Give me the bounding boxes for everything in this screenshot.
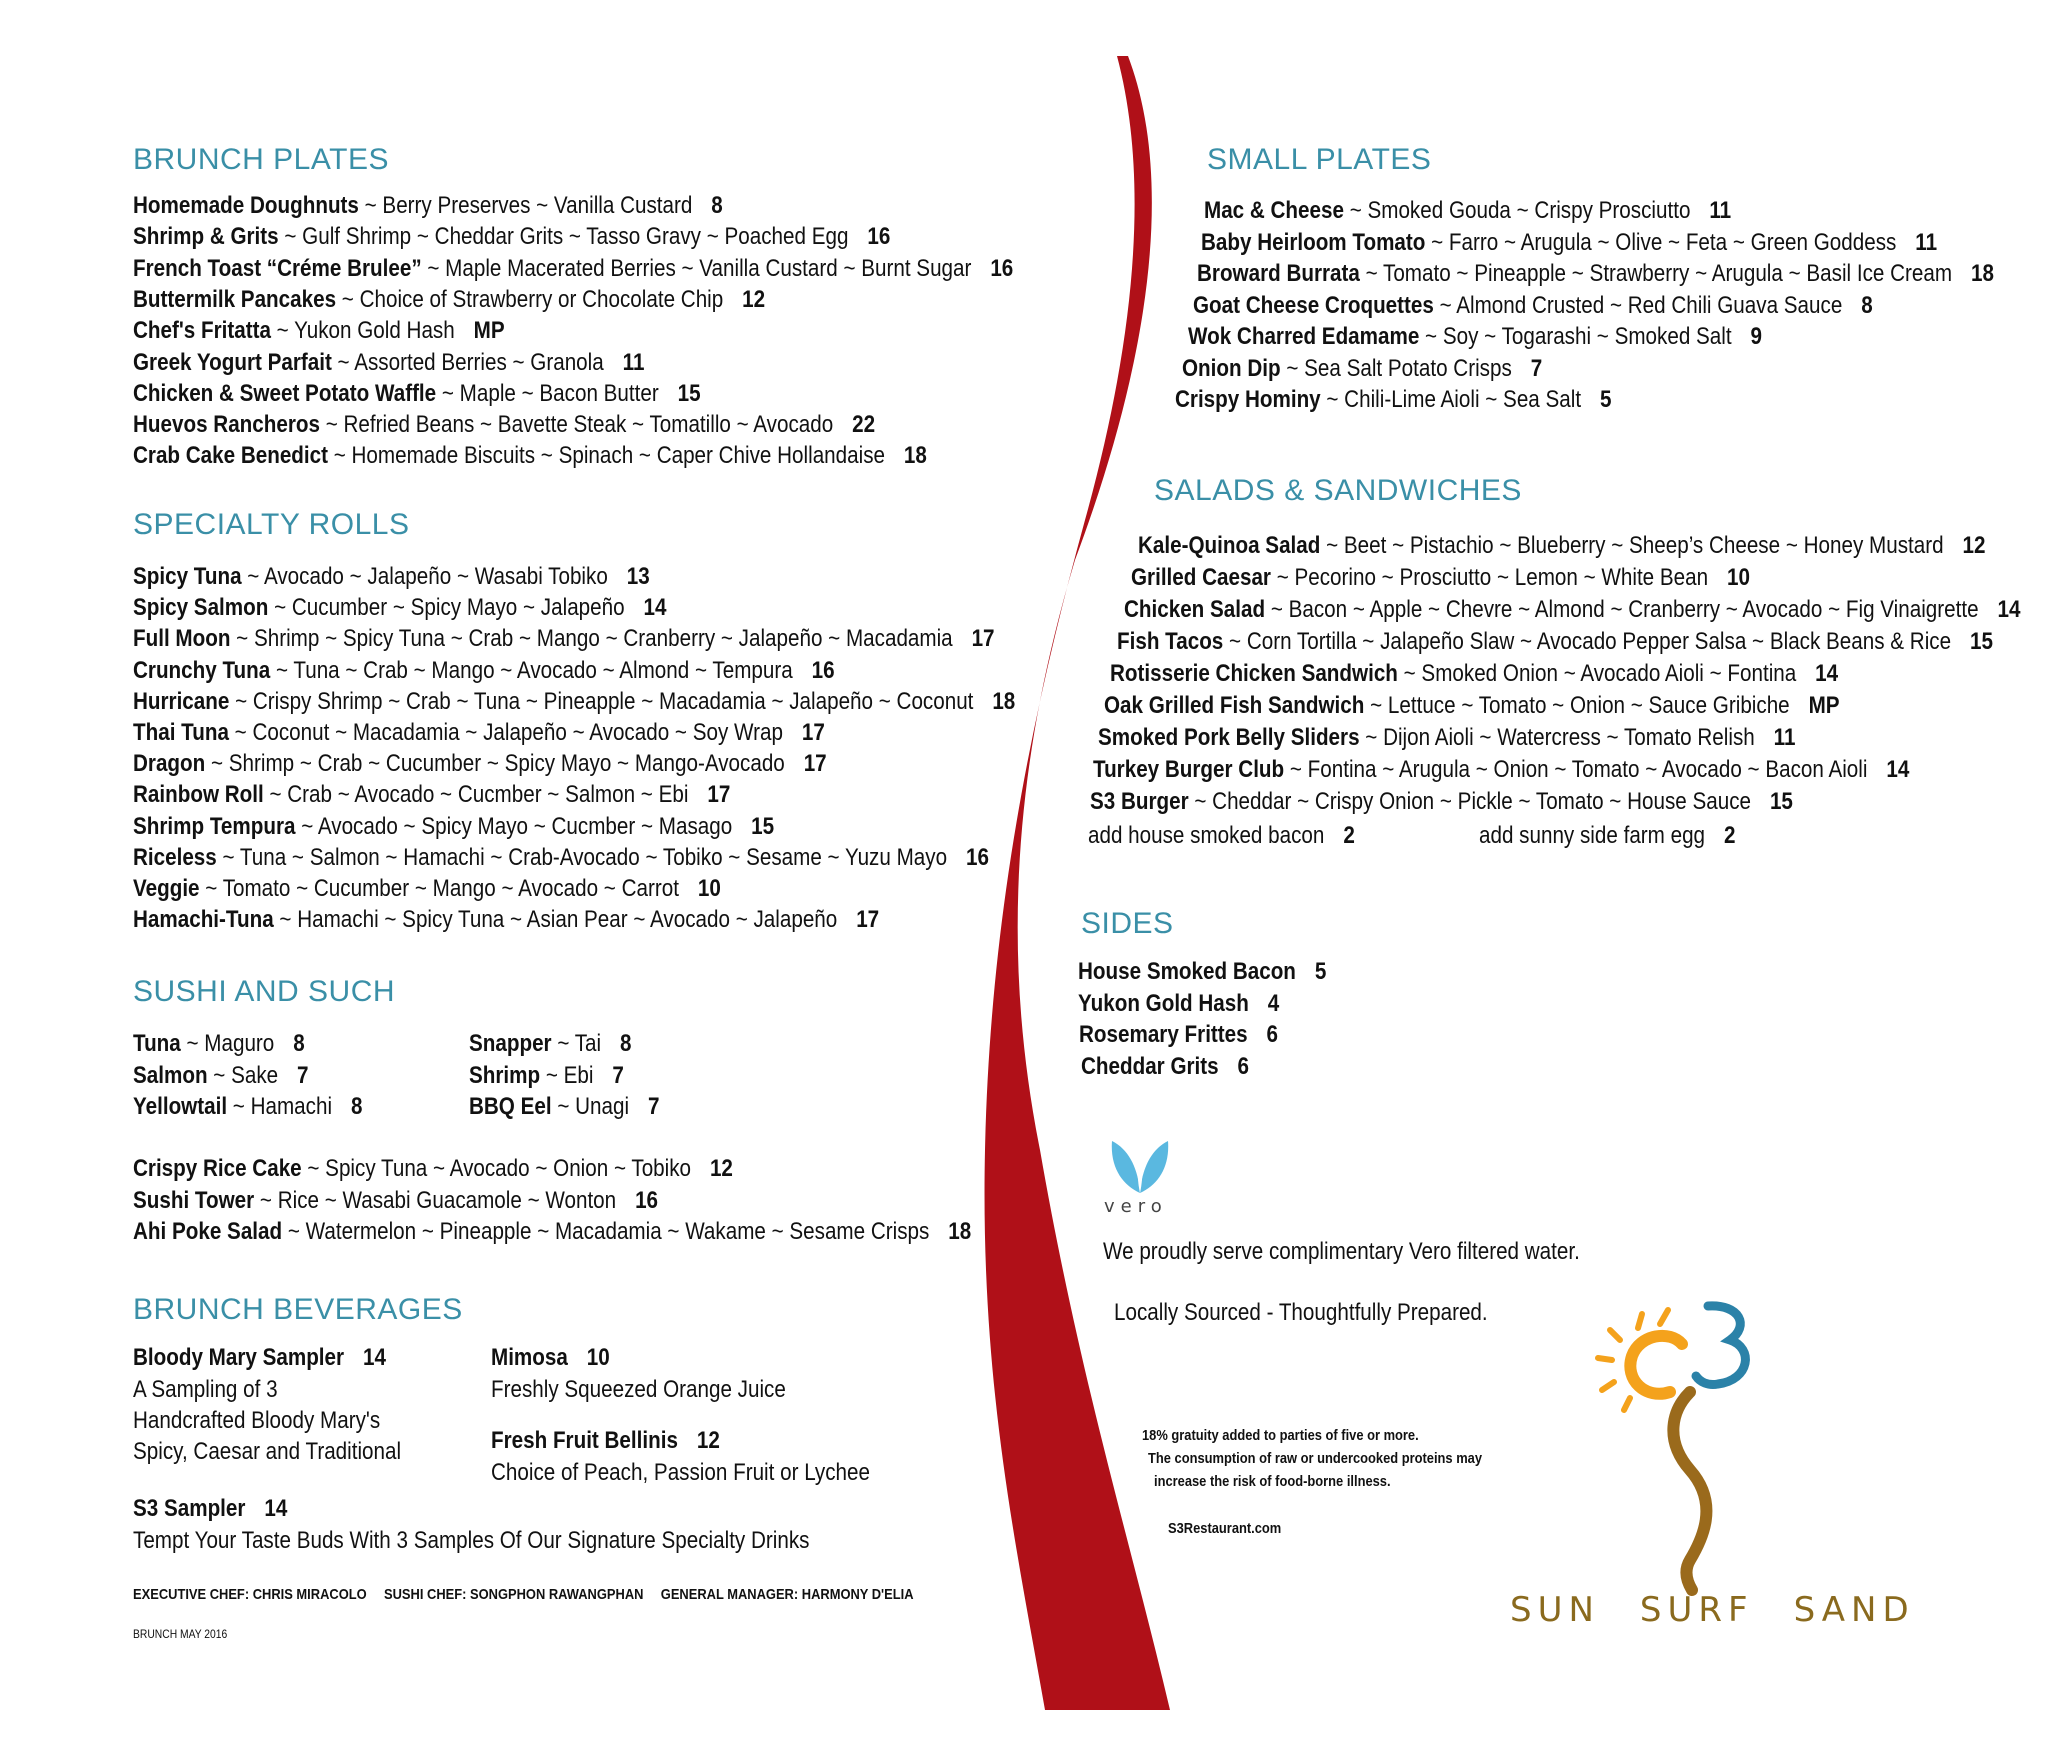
menu-item-desc: ~ Choice of Strawberry or Chocolate Chip bbox=[336, 285, 724, 313]
menu-item-desc: ~ Cucumber ~ Spicy Mayo ~ Jalapeño bbox=[268, 594, 625, 622]
menu-item-price: 4 bbox=[1267, 989, 1280, 1017]
menu-item bbox=[469, 1062, 624, 1090]
staff-credits bbox=[133, 1586, 914, 1603]
menu-item-desc: ~ Maple Macerated Berries ~ Vanilla Custard ~ Burnt Sugar bbox=[421, 254, 972, 282]
bloody-mary-title: Bloody Mary Sampler 14 bbox=[133, 1344, 386, 1371]
menu-item bbox=[1201, 229, 1937, 257]
menu-item-desc: ~ Pecorino ~ Prosciutto ~ Lemon ~ White Bean bbox=[1270, 564, 1709, 591]
menu-item-price: 18 bbox=[992, 687, 1016, 715]
menu-edition: BRUNCH MAY 2016 bbox=[133, 1627, 228, 1641]
menu-item-name: Homemade Doughnuts bbox=[133, 192, 359, 219]
menu-item-desc: ~ Smoked Onion ~ Avocado Aioli ~ Fontina bbox=[1397, 660, 1797, 687]
vero-statement: We proudly serve complimentary Vero filtered water. bbox=[1103, 1238, 1580, 1265]
menu-item-desc: ~ Refried Beans ~ Bavette Steak ~ Tomatillo ~ Avocado bbox=[319, 411, 834, 439]
menu-item-name: Oak Grilled Fish Sandwich bbox=[1104, 692, 1365, 719]
menu-item-name: Yukon Gold Hash bbox=[1078, 989, 1249, 1017]
menu-item-name: Full Moon bbox=[133, 625, 231, 653]
menu-item-name: Tuna bbox=[133, 1030, 181, 1057]
menu-item-name: Greek Yogurt Parfait bbox=[133, 348, 332, 376]
menu-item-price: 6 bbox=[1237, 1052, 1250, 1080]
menu-item-price: 15 bbox=[677, 379, 701, 407]
menu-item-name: Grilled Caesar bbox=[1131, 564, 1271, 591]
menu-item-name: Salmon bbox=[133, 1061, 208, 1089]
menu-item bbox=[133, 317, 505, 345]
menu-item-price: 11 bbox=[1709, 197, 1732, 224]
menu-item bbox=[133, 875, 721, 903]
menu-item-name: Broward Burrata bbox=[1197, 260, 1360, 287]
menu-item-desc: ~ Dijon Aioli ~ Watercress ~ Tomato Relish bbox=[1359, 724, 1755, 751]
menu-item-name: Crispy Hominy bbox=[1175, 386, 1321, 413]
menu-item-name: Veggie bbox=[133, 875, 200, 902]
sun-surf-sand-logo-icon bbox=[1590, 1300, 1770, 1600]
menu-item-desc: ~ Cheddar ~ Crispy Onion ~ Pickle ~ Tomato ~ House Sauce bbox=[1188, 788, 1752, 815]
menu-item-desc: ~ Rice ~ Wasabi Guacamole ~ Wonton bbox=[254, 1186, 617, 1214]
menu-item-desc: ~ Tuna ~ Crab ~ Mango ~ Avocado ~ Almond ~ Tempura bbox=[270, 656, 793, 684]
raw-food-warning-2: increase the risk of food-borne illness. bbox=[1154, 1473, 1391, 1490]
menu-item-price: 17 bbox=[707, 781, 731, 809]
menu-item bbox=[133, 844, 989, 872]
menu-item-desc: ~ Maguro bbox=[180, 1030, 275, 1057]
raw-food-warning-1: The consumption of raw or undercooked proteins may bbox=[1148, 1450, 1483, 1467]
s3-sampler-title: S3 Sampler 14 bbox=[133, 1495, 288, 1522]
general-manager: GENERAL MANAGER: HARMONY D'ELIA bbox=[660, 1586, 914, 1603]
brunch-plates-heading: BRUNCH PLATES bbox=[133, 143, 389, 176]
menu-item-desc: ~ Assorted Berries ~ Granola bbox=[331, 348, 604, 376]
menu-item bbox=[133, 192, 723, 220]
menu-item-name: Sushi Tower bbox=[133, 1186, 255, 1214]
menu-item-name: Shrimp Tempura bbox=[133, 812, 296, 840]
menu-item-name: Riceless bbox=[133, 843, 217, 871]
menu-item-price: 14 bbox=[643, 594, 667, 622]
menu-item-desc: ~ Coconut ~ Macadamia ~ Jalapeño ~ Avocado ~ Soy Wrap bbox=[228, 719, 783, 746]
vero-leaf-icon bbox=[1100, 1135, 1180, 1195]
brand-word-surf: SURF bbox=[1639, 1590, 1754, 1630]
menu-item-price: 15 bbox=[1970, 628, 1993, 655]
menu-item bbox=[133, 657, 835, 685]
brand-word-sun: SUN bbox=[1510, 1590, 1600, 1630]
menu-item-name: Hamachi-Tuna bbox=[133, 906, 274, 934]
menu-item-name: Chicken Salad bbox=[1124, 596, 1266, 623]
menu-item-price: MP bbox=[1808, 692, 1840, 719]
vero-logo-text: vero bbox=[1104, 1196, 1168, 1217]
menu-item-desc: ~ Hamachi ~ Spicy Tuna ~ Asian Pear ~ Avocado ~ Jalapeño bbox=[273, 906, 838, 934]
menu-item-price: 7 bbox=[612, 1061, 624, 1089]
menu-item-price: 8 bbox=[711, 192, 723, 219]
menu-item bbox=[133, 563, 650, 591]
menu-item-price: 9 bbox=[1750, 323, 1763, 350]
menu-item-desc: ~ Gulf Shrimp ~ Cheddar Grits ~ Tasso Gravy ~ Poached Egg bbox=[278, 223, 849, 251]
menu-item-desc: ~ Avocado ~ Jalapeño ~ Wasabi Tobiko bbox=[241, 563, 608, 590]
menu-item bbox=[133, 1093, 362, 1121]
menu-item-price: 17 bbox=[856, 906, 880, 934]
menu-item-desc: ~ Chili-Lime Aioli ~ Sea Salt bbox=[1320, 386, 1582, 413]
menu-item-price: 15 bbox=[1769, 788, 1793, 815]
menu-item bbox=[133, 223, 890, 251]
menu-item bbox=[133, 781, 730, 809]
menu-item-name: Kale-Quinoa Salad bbox=[1138, 532, 1321, 559]
menu-item bbox=[133, 286, 765, 314]
beverages-heading: BRUNCH BEVERAGES bbox=[133, 1293, 463, 1326]
sushi-heading: SUSHI AND SUCH bbox=[133, 975, 396, 1008]
menu-item bbox=[1081, 1053, 1249, 1081]
bloody-mary-line2: Handcrafted Bloody Mary's bbox=[133, 1407, 381, 1434]
menu-item-desc: ~ Crispy Shrimp ~ Crab ~ Tuna ~ Pineapple ~ Macadamia ~ Jalapeño ~ Coconut bbox=[229, 687, 974, 715]
menu-item bbox=[133, 442, 927, 470]
menu-item-desc: ~ Ebi bbox=[540, 1061, 594, 1089]
menu-item-price: 16 bbox=[635, 1186, 659, 1214]
menu-item-price: 8 bbox=[1861, 291, 1873, 319]
menu-item-desc: ~ Unagi bbox=[551, 1093, 630, 1120]
menu-item-name: Smoked Pork Belly Sliders bbox=[1098, 724, 1360, 751]
menu-item-desc: ~ Shrimp ~ Crab ~ Cucumber ~ Spicy Mayo ~ Mango-Avocado bbox=[205, 750, 785, 778]
menu-item-price: 14 bbox=[1997, 596, 2021, 623]
menu-item bbox=[1078, 990, 1279, 1018]
menu-item-desc: ~ Sake bbox=[207, 1061, 279, 1089]
menu-item bbox=[133, 1218, 971, 1246]
menu-item-name: Crab Cake Benedict bbox=[133, 442, 329, 470]
menu-item-price: 5 bbox=[1314, 958, 1327, 985]
menu-item bbox=[1093, 756, 1909, 784]
menu-item bbox=[133, 1187, 658, 1215]
menu-item bbox=[1117, 628, 1993, 656]
menu-item bbox=[1182, 355, 1542, 383]
menu-item-name: Shrimp & Grits bbox=[133, 223, 279, 251]
menu-item-name: Dragon bbox=[133, 750, 206, 778]
menu-item bbox=[1193, 292, 1873, 320]
menu-item bbox=[133, 625, 995, 653]
bellinis-title: Fresh Fruit Bellinis 12 bbox=[491, 1427, 720, 1454]
menu-item-price: 7 bbox=[647, 1093, 660, 1120]
menu-item-name: Spicy Salmon bbox=[133, 594, 269, 622]
addon-bacon: add house smoked bacon 2 bbox=[1088, 822, 1355, 849]
menu-item bbox=[133, 906, 879, 934]
menu-item-desc: ~ Yukon Gold Hash bbox=[270, 317, 455, 345]
menu-item-desc: ~ Hamachi bbox=[227, 1093, 333, 1120]
sushi-chef: SUSHI CHEF: SONGPHON RAWANGPHAN bbox=[383, 1586, 644, 1603]
menu-item bbox=[1204, 197, 1731, 225]
menu-item-name: Baby Heirloom Tomato bbox=[1201, 228, 1426, 256]
menu-item-name: Buttermilk Pancakes bbox=[133, 285, 337, 313]
gratuity-note: 18% gratuity added to parties of five or more. bbox=[1142, 1427, 1419, 1444]
menu-item-name: Spicy Tuna bbox=[133, 563, 242, 590]
menu-item-name: Wok Charred Edamame bbox=[1188, 323, 1420, 350]
menu-item-price: 12 bbox=[709, 1155, 733, 1182]
menu-item-desc: ~ Tomato ~ Pineapple ~ Strawberry ~ Arugula ~ Basil Ice Cream bbox=[1359, 260, 1953, 287]
menu-item-name: French Toast “Créme Brulee” bbox=[133, 254, 422, 282]
menu-item-desc: ~ Beet ~ Pistachio ~ Blueberry ~ Sheep’s Cheese ~ Honey Mustard bbox=[1320, 532, 1944, 559]
menu-item-name: Crispy Rice Cake bbox=[133, 1155, 302, 1182]
s3-sampler-desc: Tempt Your Taste Buds With 3 Samples Of Our Signature Specialty Drinks bbox=[133, 1527, 810, 1554]
menu-item-price: 12 bbox=[1962, 532, 1986, 559]
menu-item bbox=[133, 750, 827, 778]
menu-item-desc: ~ Crab ~ Avocado ~ Cucmber ~ Salmon ~ Ebi bbox=[263, 781, 689, 809]
menu-item bbox=[133, 813, 774, 841]
menu-item-price: 12 bbox=[742, 285, 766, 313]
menu-item-name: Shrimp bbox=[469, 1061, 541, 1089]
menu-item-name: Crunchy Tuna bbox=[133, 656, 271, 684]
menu-item bbox=[133, 255, 1013, 283]
specialty-rolls-heading: SPECIALTY ROLLS bbox=[133, 508, 410, 541]
menu-item-price: 22 bbox=[852, 411, 876, 439]
mimosa-title: Mimosa 10 bbox=[491, 1344, 610, 1371]
menu-item-name: House Smoked Bacon bbox=[1078, 958, 1296, 985]
menu-item-desc: ~ Maple ~ Bacon Butter bbox=[436, 379, 659, 407]
website: S3Restaurant.com bbox=[1168, 1520, 1282, 1537]
menu-item-desc: ~ Soy ~ Togarashi ~ Smoked Salt bbox=[1419, 323, 1732, 350]
menu-item-price: 14 bbox=[1886, 756, 1910, 783]
menu-item-price: 18 bbox=[1970, 260, 1994, 287]
menu-item-name: Onion Dip bbox=[1182, 354, 1281, 382]
menu-item-price: 17 bbox=[801, 719, 825, 746]
menu-item bbox=[469, 1030, 632, 1058]
menu-item-desc: ~ Berry Preserves ~ Vanilla Custard bbox=[358, 192, 693, 219]
menu-item-price: 10 bbox=[697, 875, 721, 902]
menu-item-price: 8 bbox=[620, 1030, 632, 1057]
menu-item bbox=[1104, 692, 1840, 720]
menu-item-price: 16 bbox=[811, 656, 835, 684]
menu-item-price: 13 bbox=[626, 563, 650, 590]
menu-item-price: 11 bbox=[1773, 724, 1796, 751]
menu-item bbox=[469, 1093, 659, 1121]
menu-item-name: Rosemary Frittes bbox=[1079, 1021, 1248, 1048]
menu-item-price: 6 bbox=[1266, 1021, 1279, 1048]
menu-item-price: 7 bbox=[1530, 354, 1543, 382]
menu-item-price: 15 bbox=[751, 812, 775, 840]
brand-tagline bbox=[1510, 1590, 1955, 1630]
menu-item-name: Goat Cheese Croquettes bbox=[1193, 291, 1434, 319]
menu-item-name: Cheddar Grits bbox=[1081, 1052, 1219, 1080]
mimosa-desc: Freshly Squeezed Orange Juice bbox=[491, 1376, 786, 1403]
menu-item-price: 16 bbox=[867, 223, 891, 251]
menu-item-desc: ~ Homemade Biscuits ~ Spinach ~ Caper Chive Hollandaise bbox=[328, 442, 886, 470]
menu-item bbox=[133, 380, 701, 408]
bloody-mary-line1: A Sampling of 3 bbox=[133, 1376, 278, 1403]
menu-item bbox=[133, 411, 875, 439]
menu-item-price: 11 bbox=[622, 348, 645, 376]
menu-item-desc: ~ Shrimp ~ Spicy Tuna ~ Crab ~ Mango ~ Cranberry ~ Jalapeño ~ Macadamia bbox=[230, 625, 953, 653]
menu-item-desc: ~ Watermelon ~ Pineapple ~ Macadamia ~ Wakame ~ Sesame Crisps bbox=[282, 1218, 930, 1245]
menu-item-name: Thai Tuna bbox=[133, 719, 229, 746]
menu-item-desc: ~ Tomato ~ Cucumber ~ Mango ~ Avocado ~ Carrot bbox=[199, 875, 679, 902]
menu-item-name: Chef's Fritatta bbox=[133, 317, 271, 345]
menu-item-name: Fish Tacos bbox=[1117, 628, 1224, 655]
menu-item-price: 5 bbox=[1600, 386, 1612, 413]
menu-item-desc: ~ Bacon ~ Apple ~ Chevre ~ Almond ~ Cranberry ~ Avocado ~ Fig Vinaigrette bbox=[1265, 596, 1979, 623]
menu-item bbox=[133, 349, 644, 377]
menu-item-desc: ~ Sea Salt Potato Crisps bbox=[1280, 354, 1512, 382]
menu-item-desc: ~ Farro ~ Arugula ~ Olive ~ Feta ~ Green Goddess bbox=[1425, 228, 1897, 256]
menu-item-name: Hurricane bbox=[133, 687, 230, 715]
menu-item-name: Snapper bbox=[469, 1030, 552, 1057]
sides-heading: SIDES bbox=[1081, 907, 1174, 940]
menu-item-desc: ~ Smoked Gouda ~ Crispy Prosciutto bbox=[1343, 197, 1691, 224]
small-plates-heading: SMALL PLATES bbox=[1207, 143, 1432, 176]
menu-item bbox=[1197, 260, 1994, 288]
menu-item bbox=[1098, 724, 1795, 752]
menu-item bbox=[1138, 532, 1985, 560]
menu-item-name: Yellowtail bbox=[133, 1093, 228, 1120]
menu-item bbox=[1079, 1021, 1278, 1049]
executive-chef: EXECUTIVE CHEF: CHRIS MIRACOLO bbox=[133, 1586, 367, 1603]
menu-item bbox=[1188, 323, 1762, 351]
brand-word-sand: SAND bbox=[1793, 1590, 1915, 1630]
menu-item-price: MP bbox=[473, 317, 505, 345]
bloody-mary-line3: Spicy, Caesar and Traditional bbox=[133, 1438, 402, 1465]
menu-item bbox=[1078, 958, 1326, 986]
menu-item-price: 7 bbox=[297, 1061, 309, 1089]
menu-item-price: 18 bbox=[903, 442, 927, 470]
menu-item-desc: ~ Fontina ~ Arugula ~ Onion ~ Tomato ~ Avocado ~ Bacon Aioli bbox=[1284, 756, 1868, 783]
menu-item-name: BBQ Eel bbox=[469, 1093, 552, 1120]
menu-item-price: 16 bbox=[990, 254, 1014, 282]
menu-item-price: 18 bbox=[948, 1218, 972, 1245]
menu-item bbox=[1175, 386, 1611, 414]
menu-item-name: S3 Burger bbox=[1090, 788, 1189, 815]
menu-item-desc: ~ Corn Tortilla ~ Jalapeño Slaw ~ Avocado Pepper Salsa ~ Black Beans & Rice bbox=[1223, 628, 1952, 655]
menu-item-desc: ~ Avocado ~ Spicy Mayo ~ Cucmber ~ Masago bbox=[295, 812, 733, 840]
menu-item-price: 17 bbox=[971, 625, 995, 653]
menu-item-name: Mac & Cheese bbox=[1204, 197, 1344, 224]
menu-item-desc: ~ Spicy Tuna ~ Avocado ~ Onion ~ Tobiko bbox=[301, 1155, 692, 1182]
menu-item bbox=[1131, 564, 1750, 592]
menu-item-price: 14 bbox=[1815, 660, 1839, 687]
menu-item-name: Turkey Burger Club bbox=[1093, 756, 1285, 783]
menu-item-price: 10 bbox=[1727, 564, 1750, 591]
menu-item-name: Rainbow Roll bbox=[133, 781, 264, 809]
tagline: Locally Sourced - Thoughtfully Prepared. bbox=[1114, 1299, 1488, 1326]
menu-item bbox=[133, 1062, 309, 1090]
bellinis-desc: Choice of Peach, Passion Fruit or Lychee bbox=[491, 1459, 870, 1486]
menu-item-desc: ~ Lettuce ~ Tomato ~ Onion ~ Sauce Gribiche bbox=[1364, 692, 1790, 719]
menu-item-desc: ~ Almond Crusted ~ Red Chili Guava Sauce bbox=[1433, 291, 1843, 319]
menu-item bbox=[133, 594, 666, 622]
menu-item bbox=[1124, 596, 2020, 624]
menu-item bbox=[1110, 660, 1838, 688]
menu-item-name: Rotisserie Chicken Sandwich bbox=[1110, 660, 1398, 687]
menu-item-desc: ~ Tai bbox=[551, 1030, 602, 1057]
menu-item-name: Ahi Poke Salad bbox=[133, 1218, 283, 1245]
salads-heading: SALADS & SANDWICHES bbox=[1154, 474, 1522, 507]
menu-item bbox=[133, 1030, 305, 1058]
menu-item bbox=[133, 719, 825, 747]
menu-item-price: 17 bbox=[803, 750, 827, 778]
menu-item bbox=[133, 688, 1015, 716]
menu-item-desc: ~ Tuna ~ Salmon ~ Hamachi ~ Crab-Avocado ~ Tobiko ~ Sesame ~ Yuzu Mayo bbox=[216, 843, 948, 871]
menu-item bbox=[133, 1155, 733, 1183]
menu-item-price: 16 bbox=[965, 843, 989, 871]
menu-item bbox=[1090, 788, 1793, 816]
menu-item-price: 8 bbox=[293, 1030, 305, 1057]
menu-item-price: 8 bbox=[350, 1093, 363, 1120]
addon-egg: add sunny side farm egg 2 bbox=[1479, 822, 1736, 849]
menu-item-name: Huevos Rancheros bbox=[133, 411, 320, 439]
menu-item-name: Chicken & Sweet Potato Waffle bbox=[133, 379, 437, 407]
menu-item-price: 11 bbox=[1915, 228, 1938, 256]
